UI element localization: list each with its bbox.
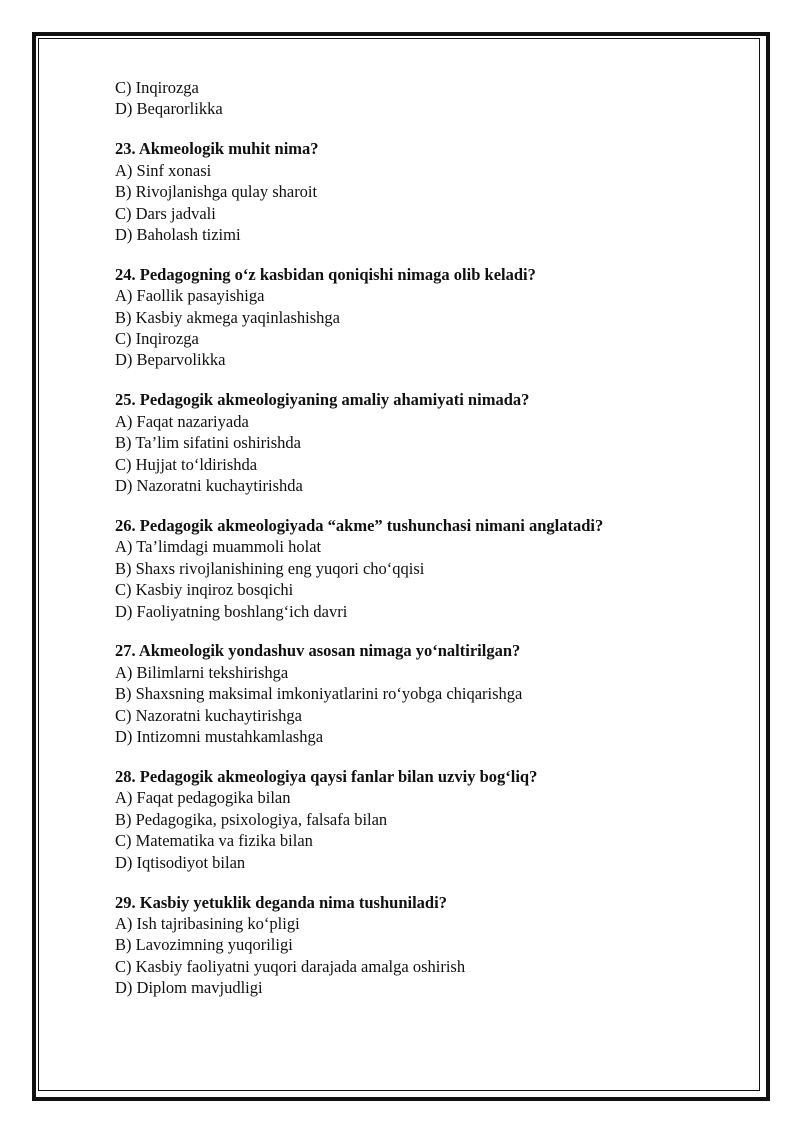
question-title: 27. Akmeologik yondashuv asosan nimaga yo‘naltirilgan? — [115, 641, 521, 661]
question-title: 29. Kasbiy yetuklik deganda nima tushuniladi? — [115, 892, 447, 912]
question-title: 28. Pedagogik akmeologiya qaysi fanlar bilan uzviy bog‘liq? — [115, 766, 538, 786]
question-29 — [115, 892, 725, 999]
option-c: C) Kasbiy faoliyatni yuqori darajada amalga oshirish — [115, 956, 466, 976]
option-a: A) Sinf xonasi — [115, 160, 212, 180]
option-a: A) Faqat nazariyada — [115, 411, 249, 431]
question-25 — [115, 389, 725, 496]
option-b: B) Kasbiy akmega yaqinlashishga — [115, 307, 340, 327]
question-title: 24. Pedagogning o‘z kasbidan qoniqishi nimaga olib keladi? — [115, 264, 536, 284]
option-d: D) Beparvolikka — [115, 350, 226, 370]
quiz-content — [115, 77, 725, 1017]
option-b: B) Rivojlanishga qulay sharoit — [115, 182, 318, 202]
question-28 — [115, 766, 725, 873]
question-24 — [115, 264, 725, 371]
question-title: 26. Pedagogik akmeologiyada “akme” tushunchasi nimani anglatadi? — [115, 515, 604, 535]
option-b: B) Pedagogika, psixologiya, falsafa bilan — [115, 809, 388, 829]
option-c: C) Nazoratni kuchaytirishga — [115, 705, 302, 725]
option-a: A) Bilimlarni tekshirishga — [115, 662, 289, 682]
question-22-continued — [115, 77, 725, 120]
option-b: B) Shaxs rivojlanishining eng yuqori cho‘qqisi — [115, 558, 425, 578]
option-a: A) Faollik pasayishiga — [115, 286, 265, 306]
option-b: B) Lavozimning yuqoriligi — [115, 935, 293, 955]
question-title: 23. Akmeologik muhit nima? — [115, 139, 319, 159]
option-c: C) Hujjat to‘ldirishda — [115, 454, 258, 474]
question-27 — [115, 640, 725, 747]
option-d: D) Faoliyatning boshlang‘ich davri — [115, 601, 348, 621]
option-b: B) Shaxsning maksimal imkoniyatlarini ro‘yobga chiqarishga — [115, 684, 523, 704]
option-d: D) Intizomni mustahkamlashga — [115, 727, 324, 747]
question-23 — [115, 138, 725, 245]
option-c: C) Inqirozga — [115, 78, 199, 97]
option-c: C) Matematika va fizika bilan — [115, 831, 313, 851]
option-a: A) Faqat pedagogika bilan — [115, 788, 291, 808]
option-c: C) Dars jadvali — [115, 203, 216, 223]
option-d: D) Iqtisodiyot bilan — [115, 852, 246, 872]
option-c: C) Kasbiy inqiroz bosqichi — [115, 580, 294, 600]
question-26 — [115, 515, 725, 622]
option-a: A) Ish tajribasining ko‘pligi — [115, 913, 300, 933]
option-d: D) Diplom mavjudligi — [115, 978, 263, 998]
option-d: D) Beqarorlikka — [115, 99, 223, 119]
option-d: D) Baholash tizimi — [115, 224, 241, 244]
option-d: D) Nazoratni kuchaytirishda — [115, 476, 303, 495]
option-a: A) Ta’limdagi muammoli holat — [115, 537, 322, 557]
question-title: 25. Pedagogik akmeologiyaning amaliy ahamiyati nimada? — [115, 390, 530, 410]
option-b: B) Ta’lim sifatini oshirishda — [115, 433, 301, 453]
option-c: C) Inqirozga — [115, 329, 199, 349]
